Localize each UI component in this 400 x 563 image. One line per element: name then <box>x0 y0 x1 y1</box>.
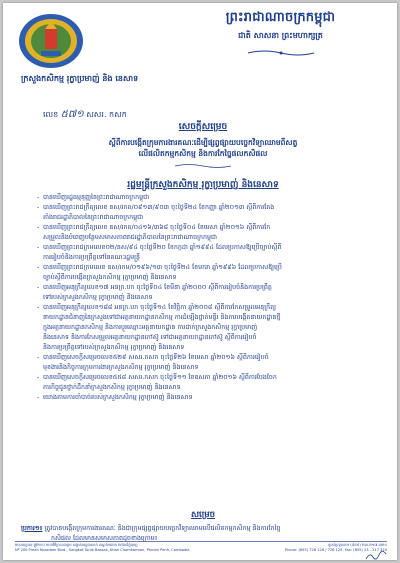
clause-line: - បានឃើញអនុក្រឹត្យលេខ១៧ អនក្រ.បក ចុះថ្ងៃទី០៤ ខែមីនា ឆ្នាំ២០០០ ស្តីពីការរៀបចំនិងការប្រព្រឹត្ត <box>37 284 272 291</box>
doc-number-value: ៥៧១ <box>60 109 84 120</box>
doc-number-prefix: លេខ <box>43 110 59 119</box>
clause-line: ភារកិច្ចជូនថ្នាក់ដឹកនាំក្រសួងកសិកម្ម រុក្ខាប្រមាញ់ និងនេសាទ <box>43 384 181 391</box>
decision-header <box>58 121 348 170</box>
clause-line: ច្បាប់ស្តីពីការបង្កើតក្រសួងកសិកម្ម រុក្ខាប្រមាញ់ និងនេសាទ <box>43 274 177 281</box>
initials-signature <box>365 551 387 560</box>
footer-contact-khmer: ទូរស័ព្ទ/ទូរសារ៖ (៨៥៥) ២៣-២១៧-៣២០ <box>328 543 387 547</box>
clause-line: សម្រួលនិងបំពេញបន្ថែមសមាសភាពរាជរដ្ឋាភិបាលនៃព្រះរាជាណាចក្រកម្ពុជា <box>43 234 217 241</box>
clause-line: ក្នុងអគ្គនាយកដ្ឋានកសិកម្ម និងការប្តូរឈ្មោះអគ្គនាយកដ្ឋាន ការដាក់ក្រសួងកសិកម្ម រុក្ខាប្រមាញ់ <box>43 324 258 331</box>
subject-line-2: លើផលិតកម្មកសិកម្ម និងការកែច្នៃផលកសិផល <box>138 149 268 158</box>
article-text: កសិផល ដែលមានសមាសភាពដូចខាងក្រោម៖ <box>51 535 158 542</box>
clause-line: - បានឃើញសេចក្តីសម្រេចលេខ៥៥៨ សសរ.កសក ចុះថ្ងៃទី១១ ខែឧសភា ឆ្នាំ២០១៦ ស្តីពីការបែងចែក <box>37 374 277 381</box>
clause-line: ទៅរបស់ក្រសួងកសិកម្ម រុក្ខាប្រមាញ់ និងនេសាទ <box>43 294 153 301</box>
clause-line: - បានឃើញព្រះរាជក្រឹត្យលេខ នស/រកត/០៩១៣/៩០៣ ចុះថ្ងៃទី២៤ ខែកញ្ញា ឆ្នាំ២០១៣ ស្តីពីការតែង <box>37 204 275 211</box>
letterhead <box>168 9 393 61</box>
doc-number-suffix: សសរ. កសក <box>86 110 127 119</box>
subject-line-1: ស្តីពីការបង្កើតក្រុមការងារគណៈដើម្បីផ្សព្វផ្សាយបច្ចេកវិទ្យាឈាមពីសត្វ <box>108 138 298 147</box>
document-number <box>43 107 127 122</box>
kingdom-title: ព្រះរាជាណាចក្រកម្ពុជា <box>225 10 336 25</box>
issuer-title: រដ្ឋមន្ត្រីក្រសួងកសិកម្ម រុក្ខាប្រមាញ់ និងនេសាទ <box>127 180 279 190</box>
article-text: ត្រូវបានបង្កើតក្រុមការងារគណៈ និងជាក្រុមផ្សព្វផ្សាយបច្ចេកវិទ្យាឈាមលើផលិតកម្មកសិកម្ម និងការកែច្នៃ <box>44 525 281 532</box>
preamble-clauses <box>37 193 377 403</box>
decision-title: សេចក្តីសម្រេច <box>178 122 228 132</box>
clause-line: និងការប្រព្រឹត្តទៅរបស់ក្រសួងកសិកម្ម រុក្ខាប្រមាញ់ និងនេសាទ <box>43 344 185 351</box>
decides-heading: សម្រេច <box>190 510 216 520</box>
article-label: ប្រការ១៖ <box>21 525 43 532</box>
footer-contact-en: Phone: (855) 726 126 / 726 129, Fax: (855) 23 - 217 320 <box>284 548 387 552</box>
clause-line: - បានឃើញរដ្ឋធម្មនុញ្ញនៃព្រះរាជាណាចក្រកម្ពុជា <box>37 194 150 201</box>
ornament-divider <box>173 162 233 170</box>
footer-address-khmer: អាសយដ្ឋាន៖ ផ្លូវ២០០ មហាវិថីព្រះនរោត្តម សង្កាត់ទន្លេបាសាក់ ខណ្ឌចំការមន រាជធានីភ្នំពេញ <box>15 543 138 547</box>
ministry-seal-logo <box>15 11 87 71</box>
ornament-divider <box>246 49 316 57</box>
ministry-name: ក្រសួងកសិកម្ម រុក្ខាប្រមាញ់ និង នេសាទ <box>21 74 139 83</box>
clause-line: - បានឃើញព្រះរាជក្រមលេខ នស/រកម/០១៩៦/១៣ ចុះថ្ងៃទី២៤ ខែមករា ឆ្នាំ១៩៩៦ ដែលប្រកាសឱ្យប្រើ <box>37 264 282 271</box>
clause-line: ការរៀបចំនិងការប្រព្រឹត្តទៅនៃគណៈរដ្ឋមន្ត្រី <box>43 254 141 261</box>
footer-address-en: Nº 200 Preah Norodom Blvd., Sangkat Tonle Bassak, Khan Chamkarmon, Phnom Penh, Cambodia <box>15 548 190 552</box>
clause-line: - បានឃើញសេចក្តីសម្រេចលេខ៥២៩ សសរ.កសក ចុះថ្ងៃទី២៦ ខែមេសា ឆ្នាំ២០១៦ ស្តីពីការរៀបចំ <box>37 354 269 361</box>
letterhead-footer <box>15 541 387 553</box>
clause-line: - បានឃើញព្រះរាជក្រមលេខ០២/នស/៩៤ ចុះថ្ងៃទី២០ ខែកក្កដា ឆ្នាំ១៩៩៤ ដែលប្រកាសឱ្យប្រើច្បាប់ស្តីពី <box>37 244 282 251</box>
clause-line: - បានឃើញអនុក្រឹត្យលេខ១៨៨ អនក្រ.បក ចុះថ្ងៃទី១៤ ខែវិច្ឆិកា ឆ្នាំ២០០៨ ស្តីពីការកែសម្រួលអនុក្រឹត្យ <box>37 304 276 311</box>
document-page <box>3 3 397 560</box>
clause-line: នាយកដ្ឋានជំនាញនៃក្រសួងទៅជាអគ្គនាយកដ្ឋានកសិកម្ម ការដំឡើងថ្នាក់មន្ទីរ និងការបង្កើតនាយកដ្ឋានថ្មី <box>43 314 281 321</box>
clause-line: តាំងរាជរដ្ឋាភិបាលនៃព្រះរាជាណាចក្រកម្ពុជា <box>43 214 144 221</box>
clause-line: និងនេសាទ និងការកែសម្រួលអគ្គនាយកដ្ឋានកៅស៊ូ ទៅជាអគ្គនាយកដ្ឋានកៅស៊ូ ស្តីពីការរៀបចំ <box>43 334 257 341</box>
clause-line: - បានឃើញព្រះរាជក្រឹត្យលេខ នស/រកត/០៤១៦/៣៦៨ ចុះថ្ងៃទី០៤ ខែមេសា ឆ្នាំ២០១៦ ស្តីពីការកែ <box>37 224 271 231</box>
national-motto: ជាតិ សាសនា ព្រះមហាក្សត្រ <box>238 31 323 40</box>
clause-line: មុខងារនិងកិច្ចការក្រុមការងារក្រសួងកសិកម្ម រុក្ខាប្រមាញ់ និងនេសាទ <box>43 364 199 371</box>
clause-line: - យោងតាមការចាំបាច់របស់ក្រសួងកសិកម្ម រុក្ខាប្រមាញ់ និងនេសាទ <box>37 394 193 401</box>
